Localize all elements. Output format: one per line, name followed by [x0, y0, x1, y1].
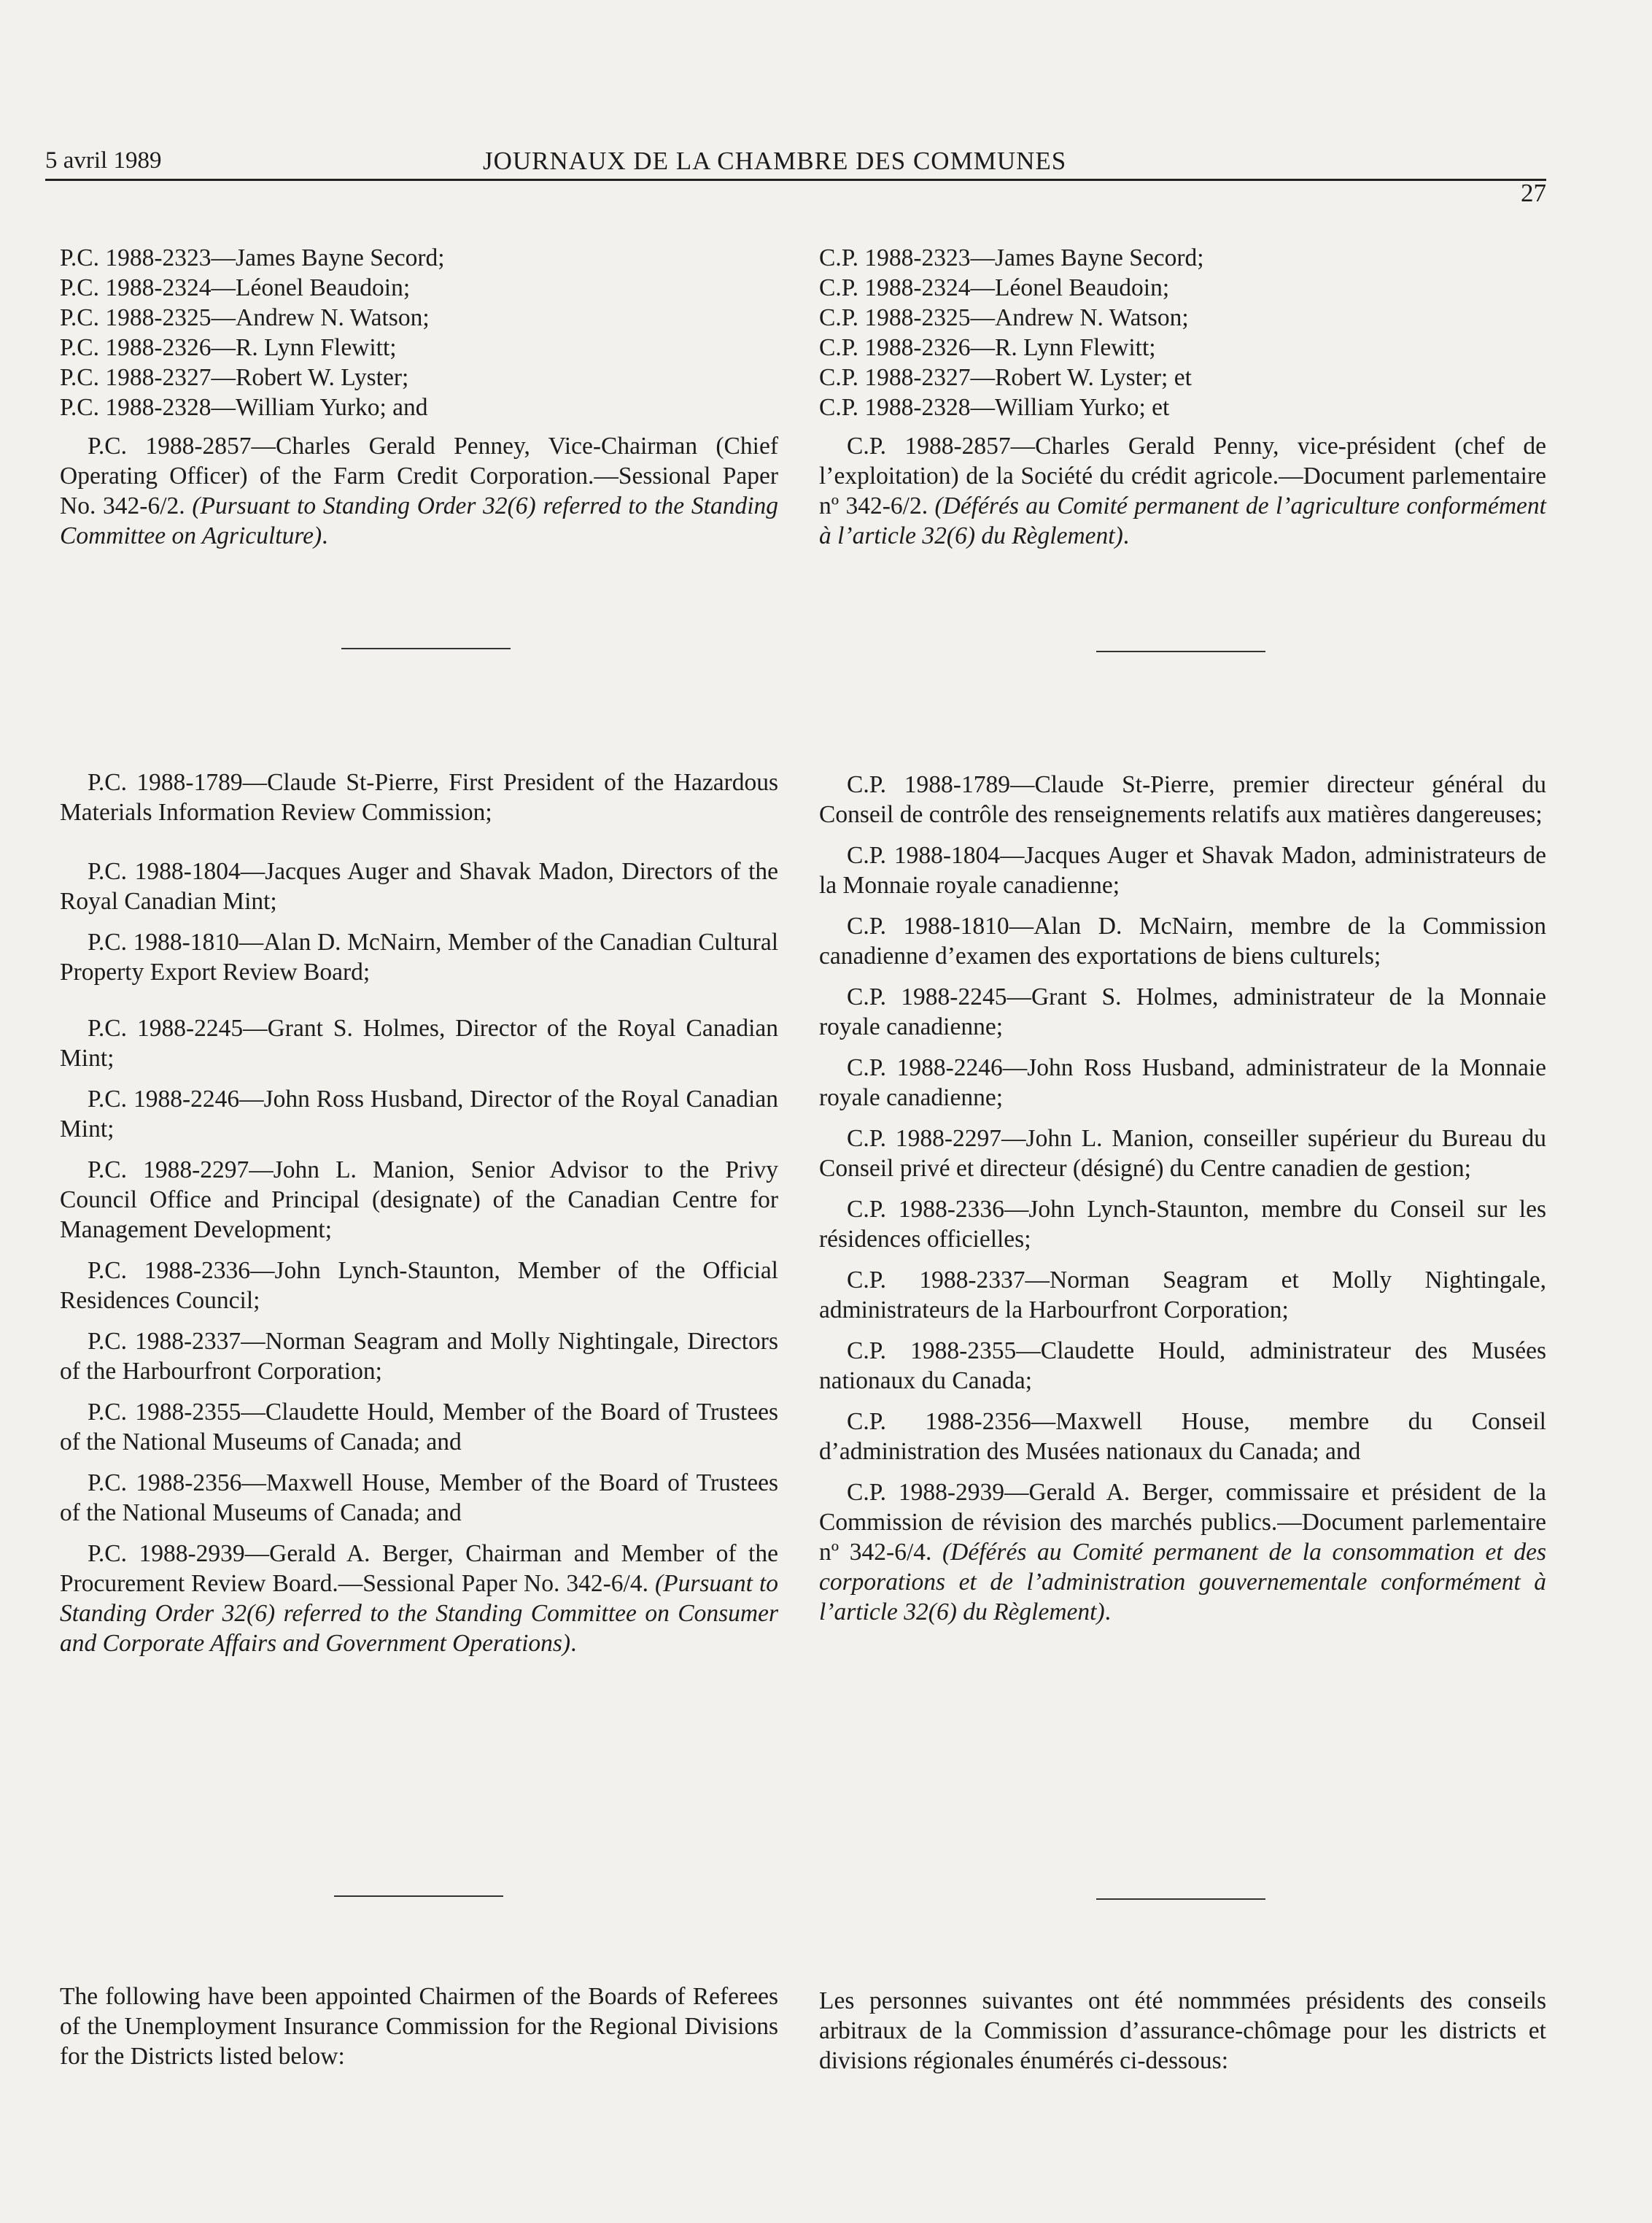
- order-line: P.C. 1988-2328—William Yurko; and: [60, 394, 428, 421]
- section-divider: [334, 1895, 503, 1897]
- order-line: P.C. 1988-2323—James Bayne Secord;: [60, 244, 445, 271]
- order-line: P.C. 1988-2324—Léonel Beaudoin;: [60, 274, 411, 301]
- document-paragraph: C.P. 1988-2939—Gerald A. Berger, commissaire et président de la Commission de révision des marchés publics.—Document parlementaire nº 342-6/4. (Déférés au Comité permanent de la consommation et des corporations et de l’administration gouvernementale conformément à l’article 32(6) du Règlement).: [819, 1479, 1547, 1625]
- order-line: C.P. 1988-2328—William Yurko; et: [819, 394, 1170, 421]
- order-line: P.C. 1988-2325—Andrew N. Watson;: [60, 304, 430, 331]
- page-header: [45, 142, 1546, 207]
- order-line: C.P. 1988-2325—Andrew N. Watson;: [819, 304, 1189, 331]
- order-paragraph: P.C. 1988-2336—John Lynch-Staunton, Member of the Official Residences Council;: [60, 1257, 778, 1314]
- order-paragraph: P.C. 1988-1810—Alan D. McNairn, Member of the Canadian Cultural Property Export Review Board;: [60, 929, 778, 986]
- section-divider: [341, 648, 511, 649]
- order-paragraph: C.P. 1988-2356—Maxwell House, membre du Conseil d’administration des Musées nationaux du Canada; and: [819, 1408, 1546, 1465]
- appointment-intro: The following have been appointed Chairmen of the Boards of Referees of the Unemployment Insurance Commission for the Regional Divisions for the Districts listed below:: [60, 1983, 778, 2070]
- order-line: C.P. 1988-2323—James Bayne Secord;: [819, 244, 1204, 271]
- order-paragraph: P.C. 1988-2297—John L. Manion, Senior Advisor to the Privy Council Office and Principal (designate) of the Canadian Centre for Management Development;: [60, 1156, 778, 1243]
- page-number: 27: [1521, 179, 1546, 207]
- order-line: P.C. 1988-2326—R. Lynn Flewitt;: [60, 334, 397, 361]
- middle-french-column: [819, 770, 1546, 1627]
- order-paragraph: P.C. 1988-2246—John Ross Husband, Director of the Royal Canadian Mint;: [60, 1086, 778, 1143]
- section-divider: [1096, 651, 1265, 652]
- order-paragraph: C.P. 1988-2245—Grant S. Holmes, administrateur de la Monnaie royale canadienne;: [819, 983, 1546, 1040]
- bottom-french-column: [819, 1986, 1546, 2076]
- document-paragraph: C.P. 1988-2857—Charles Gerald Penny, vice-président (chef de l’exploitation) de la Société du crédit agricole.—Document parlementaire nº 342-6/2. (Déférés au Comité permanent de l’agriculture conformément à l’article 32(6) du Règlement).: [819, 433, 1546, 549]
- header-date: 5 avril 1989: [45, 147, 162, 174]
- sessional-paper-paragraph: P.C. 1988-2857—Charles Gerald Penney, Vice-Chairman (Chief Operating Officer) of the Farm Credit Corporation.—Sessional Paper No. 342-6/2. (Pursuant to Standing Order 32(6) referred to the Standing Committee on Agriculture).: [60, 433, 778, 549]
- bottom-english-column: [60, 1982, 778, 2071]
- order-line: C.P. 1988-2327—Robert W. Lyster; et: [819, 364, 1192, 391]
- order-paragraph: C.P. 1988-2297—John L. Manion, conseiller supérieur du Bureau du Conseil privé et directeur (désigné) du Centre canadien de gestion;: [819, 1125, 1546, 1182]
- top-english-column: [60, 243, 778, 551]
- header-title: JOURNAUX DE LA CHAMBRE DES COMMUNES: [483, 147, 1067, 175]
- order-paragraph: C.P. 1988-2246—John Ross Husband, administrateur de la Monnaie royale canadienne;: [819, 1054, 1546, 1111]
- order-line: C.P. 1988-2326—R. Lynn Flewitt;: [819, 334, 1156, 361]
- appointment-intro: Les personnes suivantes ont été nommmées présidents des conseils arbitraux de la Commission d’assurance-chômage pour les districts et divisions régionales énumérés ci-dessous:: [819, 1987, 1546, 2074]
- sessional-paper-paragraph: P.C. 1988-2939—Gerald A. Berger, Chairman and Member of the Procurement Review Board.—Sessional Paper No. 342-6/4. (Pursuant to Standing Order 32(6) referred to the Standing Committee on Consumer and Corporate Affairs and Government Operations).: [60, 1540, 779, 1657]
- order-paragraph: C.P. 1988-1810—Alan D. McNairn, membre de la Commission canadienne d’examen des exportations de biens culturels;: [819, 913, 1546, 970]
- order-paragraph: C.P. 1988-1804—Jacques Auger et Shavak Madon, administrateurs de la Monnaie royale canadienne;: [819, 842, 1546, 899]
- section-divider: [1096, 1898, 1265, 1900]
- top-french-column: [819, 243, 1546, 551]
- order-paragraph: C.P. 1988-2337—Norman Seagram et Molly Nightingale, administrateurs de la Harbourfront Corporation;: [819, 1267, 1546, 1323]
- order-line: C.P. 1988-2324—Léonel Beaudoin;: [819, 274, 1170, 301]
- middle-english-column: [60, 768, 778, 1658]
- order-paragraph: P.C. 1988-2337—Norman Seagram and Molly Nightingale, Directors of the Harbourfront Corporation;: [60, 1328, 778, 1385]
- order-paragraph: C.P. 1988-2355—Claudette Hould, administrateur des Musées nationaux du Canada;: [819, 1337, 1546, 1394]
- order-line: P.C. 1988-2327—Robert W. Lyster;: [60, 364, 409, 391]
- order-paragraph: P.C. 1988-1789—Claude St-Pierre, First President of the Hazardous Materials Information Review Commission;: [60, 769, 778, 826]
- order-paragraph: P.C. 1988-2245—Grant S. Holmes, Director of the Royal Canadian Mint;: [60, 1015, 778, 1072]
- order-paragraph: P.C. 1988-2355—Claudette Hould, Member of the Board of Trustees of the National Museums of Canada; and: [60, 1399, 778, 1455]
- order-paragraph: P.C. 1988-2356—Maxwell House, Member of the Board of Trustees of the National Museums of Canada; and: [60, 1469, 778, 1526]
- order-paragraph: C.P. 1988-2336—John Lynch-Staunton, membre du Conseil sur les résidences officielles;: [819, 1196, 1546, 1253]
- order-paragraph: C.P. 1988-1789—Claude St-Pierre, premier directeur général du Conseil de contrôle des renseignements relatifs aux matières dangereuses;: [819, 771, 1546, 828]
- order-paragraph: P.C. 1988-1804—Jacques Auger and Shavak Madon, Directors of the Royal Canadian Mint;: [60, 858, 778, 915]
